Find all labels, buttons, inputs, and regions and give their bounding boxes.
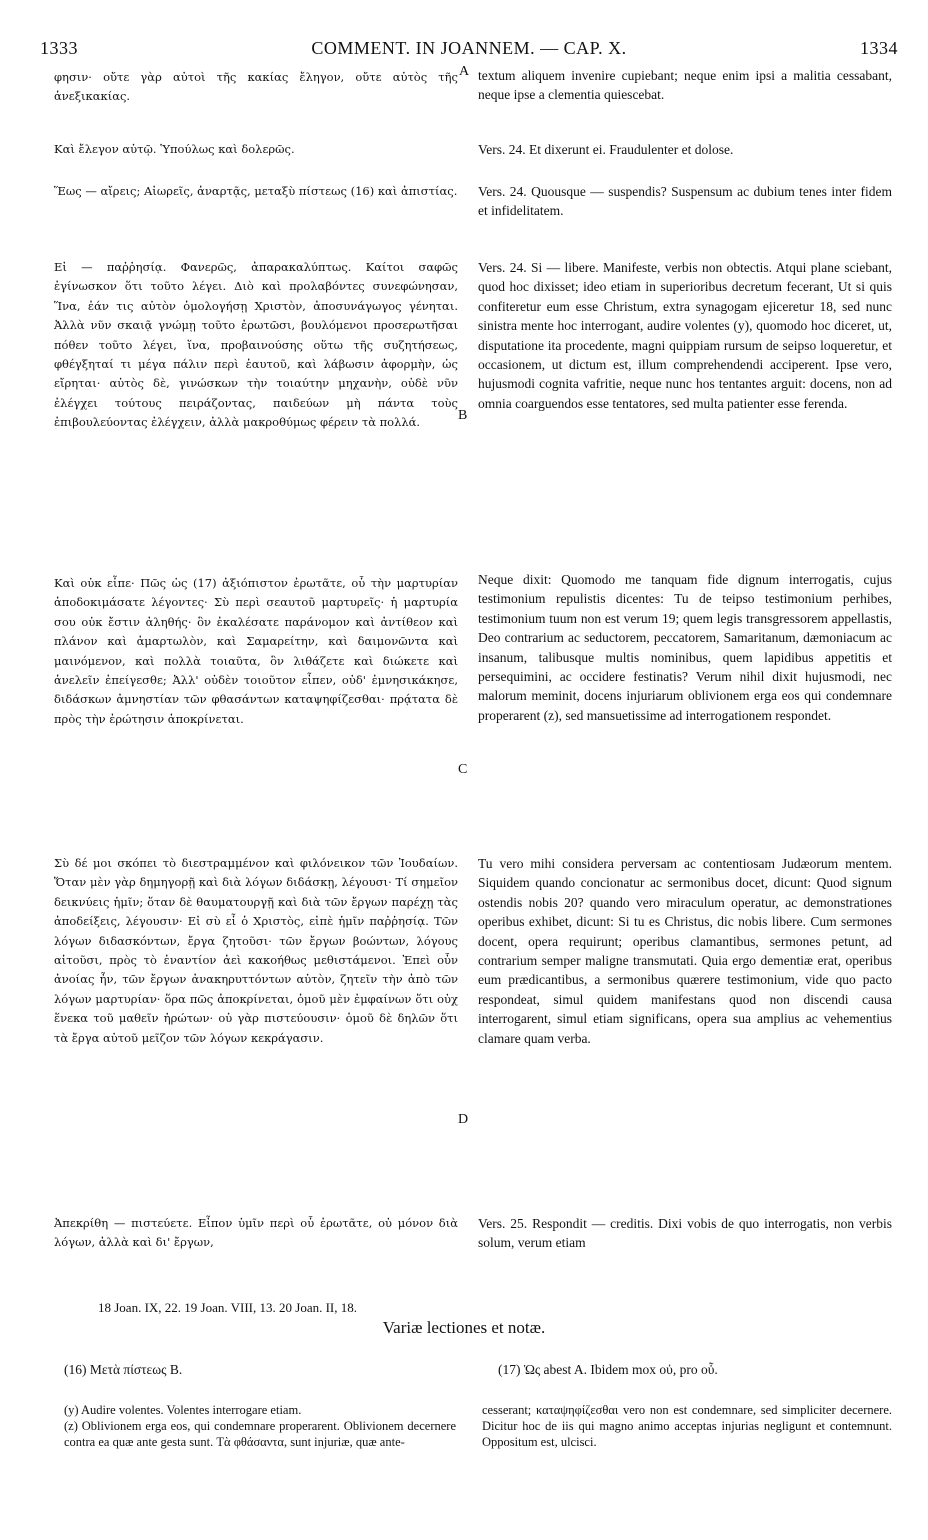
greek-paragraph-7: Ἀπεκρίθη — πιστεύετε. Εἶπον ὑμῖν περὶ οὗ ἐρωτᾶτε, οὐ μόνον διὰ λόγων, ἀλλὰ καὶ δι' ἔργων, (54, 1216, 458, 1250)
variae-title: Variæ lectiones et notæ. (382, 1318, 546, 1337)
page-number-right: 1334 (860, 38, 898, 58)
latin-paragraph-3: Vers. 24. Quousque — suspendis? Suspensum ac dubium tenes inter fidem et infidelitatem. (478, 184, 892, 219)
greek-paragraph-4: Εἰ — παῤῥησίᾳ. Φανερῶς, ἀπαρακαλύπτως. Καίτοι σαφῶς ἐγίνωσκον ὅτι τοῦτο λέγει. Διὸ καὶ προλαβόντες συνεφώνησαν, Ἵνα, ἐάν τις αὐτὸν ὁμολογήσῃ Χριστὸν, ἀποσυνάγωγος γένηται. Ἀλλὰ νῦν σκαιᾷ γνώμῃ τοῦτο ἐρωτῶσι, βουλόμενοι προσερωτῆσαι πόθεν τοῦτο λέγει, ἵνα, προβαινούσης οὕτω τῆς συζητήσεως, φθέγξηταί τι μέγα πάλιν περὶ ἑαυτοῦ, καὶ λάβωσιν ἀφορμὴν, ὡς εἴρηται· αὐτὸς δὲ, γινώσκων τὴν τοιαύτην μηχανὴν, οὐδὲ νῦν ἐλέγχει τούτους πειράζοντας, παιδεύων μὴ πάντα τοὺς ἐπιβουλεύοντας ἐλέγχειν, ἀλλὰ μακροθύμως φέρειν τὰ πολλά. (54, 260, 458, 430)
notes-left (64, 1402, 456, 1450)
note-continued: cesserant; καταψηφίζεσθαι vero non est condemnare, sed simpliciter decernere. Dicitur hoc de iis qui magno animo acceptas injurias negligunt et contemnunt. Oppositum est, ulcisci. (482, 1403, 892, 1449)
margin-letter-c: C (458, 762, 468, 777)
greek-paragraph-2: Καὶ ἔλεγον αὐτῷ. Ὑπούλως καὶ δολερῶς. (54, 142, 295, 156)
latin-paragraph-2: Vers. 24. Et dixerunt ei. Fraudulenter et dolose. (478, 142, 734, 157)
greek-paragraph-1: φησιν· οὔτε γὰρ αὐτοὶ τῆς κακίας ἔληγον, οὔτε αὐτὸς τῆς ἀνεξικακίας. (54, 70, 458, 104)
margin-letter-b: B (458, 408, 468, 423)
note-y: (y) Audire volentes. Volentes interrogare etiam. (64, 1403, 302, 1417)
latin-paragraph-4: Vers. 24. Si — libere. Manifeste, verbis non obtectis. Atqui plane sciebant, quod hoc dixisset; ideo etiam in superioribus decretum fecerant, Ut si quis confiteretur eum esse Christum, extra synagogam ejiceretur 18, sed nunc sinistra mente hoc interrogant, audire volentes (y), quomodo hoc diceret, ut, disputatione ita procedente, magni quippiam rursum de seipso loqueretur, et occasionem, ut dictum est, illum comprehendendi acciperent. Ipse vero, hujusmodi cognita vafritie, neque nunc hos tentantes arguit: docens, non ad omnia coarguendos esse tentatores, sed multa patienter esse ferenda. (478, 260, 892, 411)
scripture-references: 18 Joan. IX, 22. 19 Joan. VIII, 13. 20 Joan. II, 18. (98, 1300, 358, 1315)
margin-letter-d: D (458, 1112, 469, 1127)
latin-paragraph-5: Neque dixit: Quomodo me tanquam fide dignum interrogatis, cujus testimonium repulistis dicentes: Tu de teipso testimonium perhibes, testimonium tuum non est verum 19; quem legis transgressorem appellastis, Deo contrarium ac seductorem, peccatorem, Samaritanum, dæmoniacum ac insanum, talibusque multis nominibus, quem lapidibus appetitis et persequimini, ac occidere festinatis? Verum nihil dixit hujusmodi, nec malorum meminit, docens injuriarum oblivionem erga eos qui condemnare properarent (z), sed mansuetissime ad interrogationem respondet. (478, 572, 892, 723)
variant-17: (17) Ὡς abest A. Ibidem mox οὐ, pro οὗ. (498, 1362, 718, 1377)
notes-right (482, 1402, 892, 1450)
running-title: COMMENT. IN JOANNEM. — CAP. X. (311, 38, 627, 58)
greek-paragraph-5: Καὶ οὐκ εἶπε· Πῶς ὡς (17) ἀξιόπιστον ἐρωτᾶτε, οὗ τὴν μαρτυρίαν ἀποδοκιμάσατε λέγοντες· Σὺ περὶ σεαυτοῦ μαρτυρεῖς· ἡ μαρτυρία σου οὐκ ἔστιν ἀληθής· ὃν ἐκαλέσατε παράνομον καὶ ἀντίθεον καὶ πλάνον καὶ ἁμαρτωλὸν, καὶ Σαμαρείτην, καὶ δαιμονῶντα καὶ μαινόμενον, καὶ πολλὰ τοιαῦτα, ὃν λιθάζετε καὶ διώκετε καὶ ἀνελεῖν ἐπείγεσθε; Ἀλλ' οὐδὲν τοιοῦτον εἶπεν, οὐδ' ἐμνησικάκησε, διδάσκων ἀμνηστίαν τῶν φθασάντων καταψηφίζεσθαι· πρᾴτατα δὲ πρὸς τὴν ἐρώτησιν ἀποκρίνεται. (54, 576, 458, 726)
note-z: (z) Oblivionem erga eos, qui condemnare properarent. Oblivionem decernere contra ea quæ ante gesta sunt. Τὰ φθάσαντα, sunt injuriæ, quæ ante- (64, 1419, 456, 1449)
running-header (40, 38, 898, 60)
margin-letter-a: A (459, 64, 470, 79)
greek-paragraph-3: Ἕως — αἴρεις; Αἰωρεῖς, ἀναρτᾷς, μεταξὺ πίστεως (16) καὶ ἀπιστίας. (54, 184, 458, 198)
latin-paragraph-7: Vers. 25. Respondit — creditis. Dixi vobis de quo interrogatis, non verbis solum, verum etiam (478, 1216, 892, 1251)
variant-16: (16) Μετὰ πίστεως B. (64, 1362, 183, 1377)
latin-paragraph-1: textum aliquem invenire cupiebant; neque enim ipsi a malitia cessabant, neque ipse a clementia quiescebat. (478, 68, 892, 103)
greek-paragraph-6: Σὺ δέ μοι σκόπει τὸ διεστραμμένον καὶ φιλόνεικον τῶν Ἰουδαίων. Ὅταν μὲν γὰρ δημηγορῇ καὶ διὰ λόγων διδάσκῃ, λέγουσι· Τί σημεῖον δεικνύεις ἡμῖν; ὅταν δὲ θαυματουργῇ καὶ διὰ τῶν ἔργων παρέχῃ τὰς ἀποδείξεις, λέγουσιν· Εἰ σὺ εἶ ὁ Χριστὸς, εἰπὲ ἡμῖν παῤῥησίᾳ. Τῶν λόγων διδασκόντων, ἔργα ζητοῦσι· τῶν ἔργων βοώντων, λόγους αἰτοῦσι, πρὸς τὸ ἐναντίον ἀεὶ κακοήθως μεθιστάμενοι. Ἐπεὶ οὖν ἀνοίας ἦν, τῶν ἔργων ἀνακηρυττόντων αὐτὸν, ζητεῖν τὴν ἀπὸ τῶν λόγων μαρτυρίαν· ὅρα πῶς ἀποκρίνεται, ὁμοῦ μὲν ἐμφαίνων ὅτι οὐχ ἕνεκα τοῦ μαθεῖν ἠρώτων· οὐ γὰρ πιστεύουσιν· ὁμοῦ δὲ δηλῶν ὅτι τὰ ἔργα αὐτοῦ μεῖζον τῶν λόγων κεκράγασιν. (54, 856, 458, 1045)
latin-paragraph-6: Tu vero mihi considera perversam ac contentiosam Judæorum mentem. Siquidem quando concionatur ac sermonibus docet, dicunt: Quod signum ostendis nobis 20? quando vero miraculum operatur, ac demonstrationes operibus exhibet, dicunt: Si tu es Christus, dic nobis libere. Cum sermones docent, opera requirunt; operibus clamantibus, sermones petunt, ad contrarium semper maligne transmutati. Quia ergo dementiæ erat, operibus eum prædicantibus, a sermonibus quærere testimonium, vide quo pacto respondeat, simul quidem manifestans quod non discendi causa interrogarent, simul etiam significans, opera sua amplius ac vehementius clamare quam verba. (478, 856, 892, 1046)
page-number-left: 1333 (40, 38, 78, 58)
